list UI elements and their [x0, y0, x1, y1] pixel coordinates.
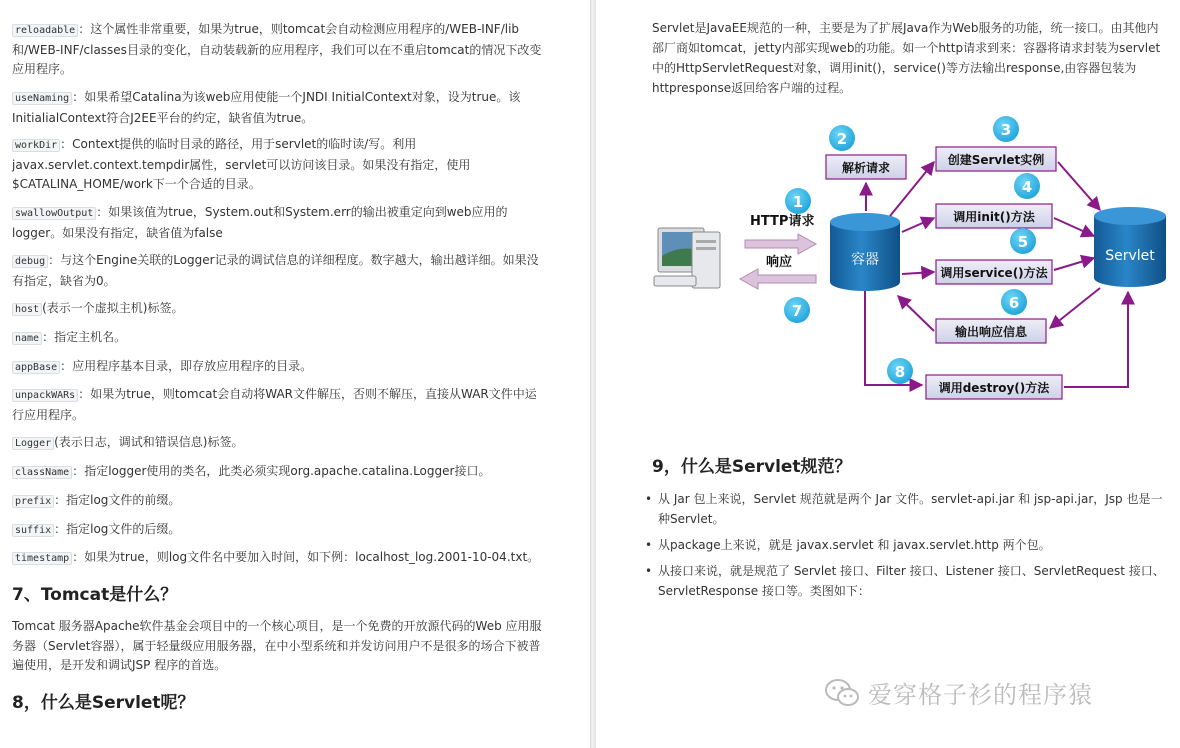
computer-icon: [654, 228, 720, 288]
svg-text:3: 3: [1000, 121, 1012, 139]
code-name: name: [12, 332, 42, 345]
code-host: host: [12, 303, 42, 316]
http-request-label: HTTP请求: [750, 214, 815, 229]
attr-appBase: appBase ：应用程序基本目录，即存放应用程序的目录。: [12, 357, 542, 378]
code-unpackWARs: unpackWARs: [12, 389, 78, 402]
heading-servlet: 8，什么是Servlet呢？: [12, 693, 195, 713]
step-6-badge: [1001, 289, 1027, 315]
tomcat-paragraph: Tomcat 服务器Apache软件基金会项目中的一个核心项目，是一个免费的开放源代码的Web 应用服务器（Servlet容器），属于轻量级应用服务器，在中小型系统和并发访问用户不是很多的场合下被普遍使用，是开发和调试JSP 程序的首选。: [12, 619, 542, 672]
box-create-servlet: [936, 147, 1056, 171]
list-item: • 从package上来说，就是 javax.servlet 和 javax.servlet.http 两个包。: [658, 535, 1170, 555]
attr-reloadable: reloadable ：这个属性非常重要，如果为true，则tomcat会自动检测应用程序的/WEB-INF/lib和/WEB-INF/classes目录的变化，自动装载新的应用程序，我们可以在不重启tomcat的情况下改变应用程序。: [12, 22, 542, 76]
step-8-badge: [887, 358, 913, 384]
attr-name: name ：指定主机名。: [12, 328, 542, 349]
container-cylinder: [830, 213, 900, 291]
container-label: 容器: [851, 252, 879, 268]
box-parse-request: [826, 155, 906, 179]
box-call-destroy: [926, 375, 1062, 399]
attr-useNaming: useNaming ：如果希望Catalina为该web应用使能一个JNDI InitialContext对象，设为true。该InitialialContext符合J2EE平台的约定，缺省值为true。: [12, 90, 521, 125]
attr-Logger: Logger (表示日志，调试和错误信息)标签。: [12, 433, 542, 454]
attr-workDir: workDir ：Context提供的临时目录的路径，用于servlet的临时读/写。利用javax.servlet.context.tempdir属性，servlet可以访问该目录。如果没有指定，使用$CATALINA_HOME/work下一个合适的目录。: [12, 137, 471, 191]
svg-text:8: 8: [894, 363, 906, 381]
list-item: • 从接口来说，就是规范了 Servlet 接口、Filter 接口、Listener 接口、ServletRequest 接口、ServletResponse 接口等。类图如下：: [658, 561, 1170, 601]
svg-text:调用destroy()方法: 调用destroy()方法: [938, 381, 1050, 395]
box-call-init: [936, 204, 1052, 228]
svg-text:5: 5: [1017, 233, 1029, 251]
svg-text:解析请求: 解析请求: [841, 161, 891, 175]
response-label: 响应: [766, 255, 793, 270]
heading-tomcat: 7、Tomcat是什么？: [12, 585, 178, 605]
step-2-badge: [829, 125, 855, 151]
svg-text:7: 7: [791, 302, 803, 320]
servlet-lifecycle-diagram: [648, 110, 1178, 410]
list-item: • 从 Jar 包上来说，Servlet 规范就是两个 Jar 文件。servlet-api.jar 和 jsp-api.jar，Jsp 也是一种Servlet。: [658, 489, 1170, 529]
attr-prefix: prefix ：指定log文件的前缀。: [12, 491, 542, 512]
wechat-icon: [824, 678, 860, 708]
svg-text:2: 2: [836, 130, 848, 148]
step-4-badge: [1014, 173, 1040, 199]
svg-text:4: 4: [1021, 178, 1033, 196]
code-prefix: prefix: [12, 495, 54, 508]
attr-host: host (表示一个虚拟主机)标签。: [12, 299, 542, 320]
svg-text:输出响应信息: 输出响应信息: [954, 325, 1028, 339]
attr-debug: debug ：与这个Engine关联的Logger记录的调试信息的详细程度。数字越大，输出越详细。如果没有指定，缺省为0。: [12, 253, 539, 288]
code-debug: debug: [12, 255, 48, 268]
watermark: [824, 675, 1093, 710]
attr-timestamp: timestamp ：如果为true，则log文件名中要加入时间，如下例：localhost_log.2001-10-04.txt。: [12, 548, 542, 569]
attr-suffix: suffix ：指定log文件的后缀。: [12, 520, 542, 541]
code-swallowOutput: swallowOutput: [12, 207, 96, 220]
svg-text:创建Servlet实例: 创建Servlet实例: [947, 153, 1045, 167]
code-appBase: appBase: [12, 361, 60, 374]
servlet-cylinder: [1094, 207, 1166, 287]
heading-servlet-spec: 9，什么是Servlet规范？: [652, 457, 852, 477]
attr-swallowOutput: swallowOutput ：如果该值为true，System.out和System.err的输出被重定向到web应用的logger。如果没有指定，缺省值为false: [12, 205, 508, 240]
code-timestamp: timestamp: [12, 552, 72, 565]
code-reloadable: reloadable: [12, 24, 78, 37]
code-className: className: [12, 466, 72, 479]
code-suffix: suffix: [12, 524, 54, 537]
code-useNaming: useNaming: [12, 92, 72, 105]
svg-text:调用service()方法: 调用service()方法: [940, 266, 1048, 280]
box-output-response: [936, 319, 1046, 343]
svg-text:调用init()方法: 调用init()方法: [953, 210, 1035, 224]
box-call-service: [936, 260, 1052, 284]
svg-text:1: 1: [792, 193, 804, 211]
right-page: [596, 0, 1180, 748]
code-Logger: Logger: [12, 437, 54, 450]
servlet-spec-list: [658, 489, 1170, 607]
step-3-badge: [993, 116, 1019, 142]
step-5-badge: [1010, 228, 1036, 254]
step-7-badge: [784, 297, 810, 323]
attr-className: className ：指定logger使用的类名，此类必须实现org.apache.catalina.Logger接口。: [12, 462, 542, 483]
watermark-text: 爱穿格子衫的程序猿: [868, 681, 1093, 709]
svg-text:6: 6: [1008, 294, 1020, 312]
attr-unpackWARs: unpackWARs ：如果为true，则tomcat会自动将WAR文件解压，否则不解压，直接从WAR文件中运行应用程序。: [12, 387, 537, 422]
servlet-intro: Servlet是JavaEE规范的一种，主要是为了扩展Java作为Web服务的功能，统一接口。由其他内部厂商如tomcat，jetty内部实现web的功能。如一个http请求到来：容器将请求封装为servlet中的HttpServletRequest对象，调用init()，service()等方法输出response,由容器包装为httpresponse返回给客户端的过程。: [652, 21, 1161, 95]
code-workDir: workDir: [12, 139, 60, 152]
step-1-badge: [785, 188, 811, 214]
servlet-label: Servlet: [1105, 248, 1155, 264]
